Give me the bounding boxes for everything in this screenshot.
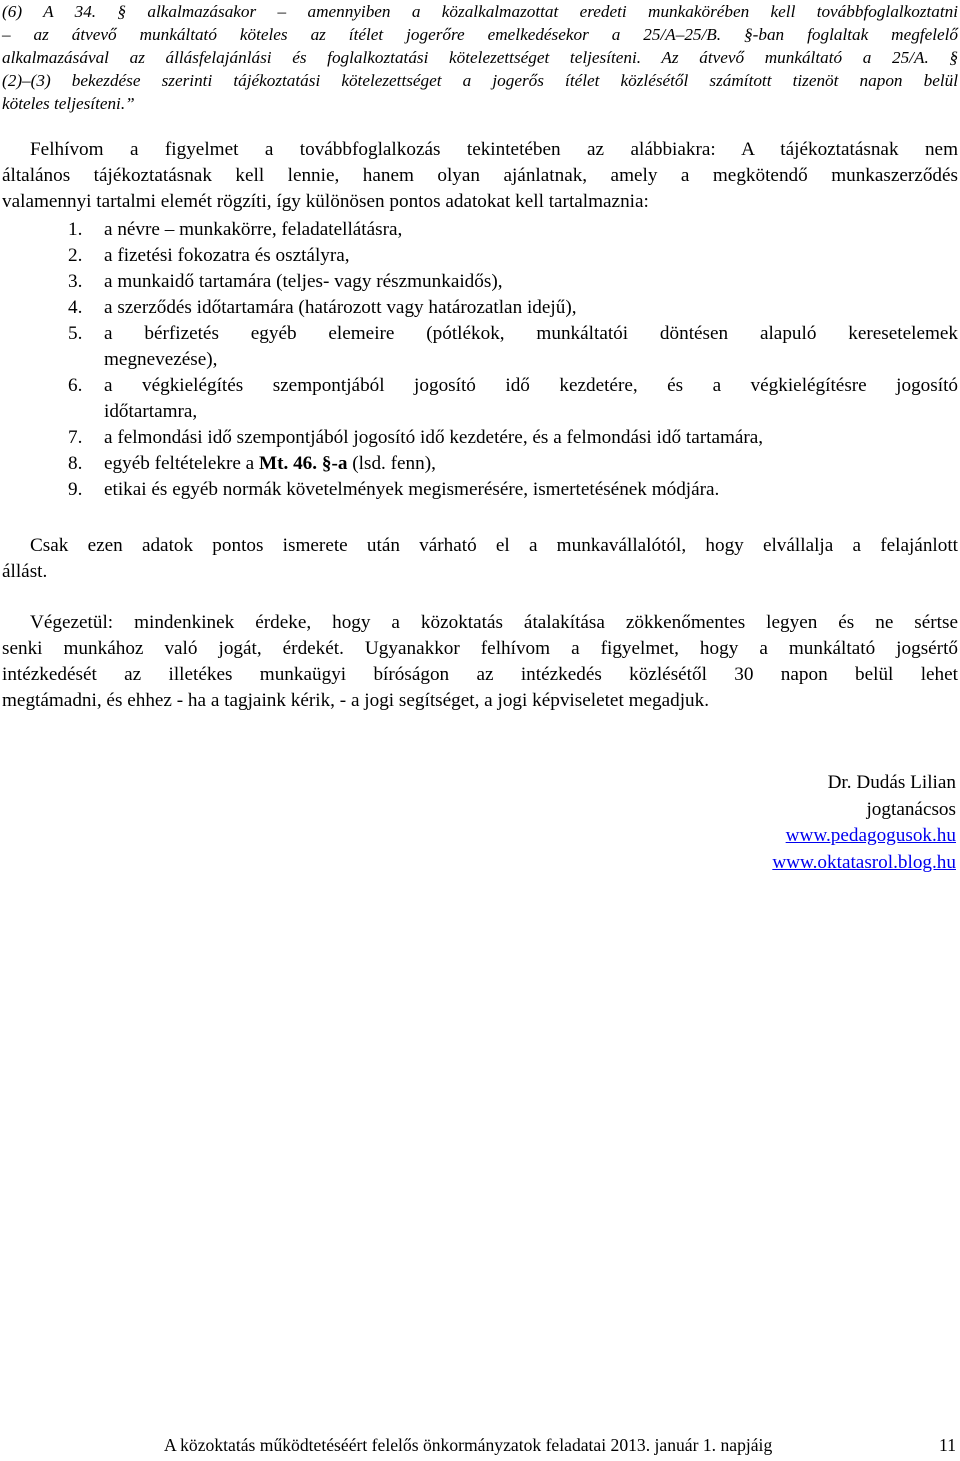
list-text: a bérfizetés egyéb elemeire (pótlékok, munkáltatói döntésen alapuló keresetelemek <box>104 323 958 344</box>
list-text: megnevezése), <box>104 349 218 370</box>
list-number: 9. <box>68 479 83 500</box>
section-reference: §-a <box>321 453 348 474</box>
list-item <box>2 425 958 451</box>
list-text: a fizetési fokozatra és osztályra, <box>104 245 350 266</box>
list-text: a munkaidő tartamára (teljes- vagy részmunkaidős), <box>104 271 503 292</box>
list-item <box>2 217 958 243</box>
list-text-part: egyéb feltételekre a <box>104 453 259 474</box>
list-item <box>2 295 958 321</box>
legal-quote <box>2 0 958 115</box>
quote-line: – az átvevő munkáltató köteles az ítélet jogerőre emelkedésekor a 25/A–25/B. §-ban foglaltak megfelelő <box>2 25 958 44</box>
paragraph-line: intézkedését az illetékes munkaügyi bíróságon az intézkedés közlésétől 30 napon belül lehet <box>2 664 958 685</box>
paragraph-line: senki munkához való jogát, érdekét. Ugyanakkor felhívom a figyelmet, hogy a munkáltató jogsértő <box>2 638 958 659</box>
page-number: 11 <box>939 1435 956 1455</box>
signer-name: Dr. Dudás Lilian <box>827 772 956 793</box>
requirements-list <box>2 217 958 503</box>
list-number: 2. <box>68 245 83 266</box>
list-item <box>2 477 958 503</box>
intro-paragraph <box>2 137 958 215</box>
list-text: a végkielégítés szempontjából jogosító idő kezdetére, és a végkielégítésre jogosító <box>104 375 958 396</box>
pedagogusok-link[interactable]: www.pedagogusok.hu <box>785 825 956 846</box>
quote-line: (2)–(3) bekezdése szerinti tájékoztatási kötelezettséget a jogerős ítélet közlésétől számított tizenöt napon belül <box>2 71 958 90</box>
paragraph-line: Végezetül: mindenkinek érdeke, hogy a közoktatás átalakítása zökkenőmentes legyen és ne sértse <box>30 612 958 633</box>
signature-block <box>772 770 956 876</box>
paragraph-line: Csak ezen adatok pontos ismerete után várható el a munkavállalótól, hogy elvállalja a felajánlott <box>30 535 958 556</box>
list-item <box>2 269 958 295</box>
quote-line: (6) A 34. § alkalmazásakor – amennyiben a közalkalmazottat eredeti munkakörében kell továbbfoglalkoztatni <box>2 2 958 21</box>
intro-line: általános tájékoztatásnak kell lennie, hanem olyan ajánlatnak, amely a megkötendő munkaszerződés <box>2 165 958 186</box>
paragraph-line: megtámadni, és ehhez - ha a tagjaink kérik, - a jogi segítséget, a jogi képviseletet megadjuk. <box>2 690 710 711</box>
quote-line: alkalmazásával az állásfelajánlási és foglalkoztatási kötelezettséget teljesíteni. Az átvevő munkáltató a 25/A. § <box>2 48 958 67</box>
list-item <box>2 451 958 477</box>
list-number: 8. <box>68 453 83 474</box>
closing-paragraph <box>2 610 958 714</box>
list-number: 6. <box>68 375 83 396</box>
law-reference: Mt. 46. <box>259 453 318 474</box>
list-text <box>104 451 958 477</box>
list-text: időtartamra, <box>104 401 198 422</box>
paragraph-line: állást. <box>2 561 48 582</box>
list-text: etikai és egyéb normák követelmények megismerésére, ismertetésének módjára. <box>104 479 720 500</box>
oktatasrol-link[interactable]: www.oktatasrol.blog.hu <box>772 851 956 873</box>
quote-line: köteles teljesíteni.” <box>2 94 135 113</box>
list-number: 3. <box>68 271 83 292</box>
list-item <box>2 243 958 269</box>
list-number: 7. <box>68 427 83 448</box>
list-text: a szerződés időtartamára (határozott vagy határozatlan idejű), <box>104 297 577 318</box>
list-number: 5. <box>68 323 83 344</box>
list-text: a felmondási idő szempontjából jogosító idő kezdetére, és a felmondási idő tartamára, <box>104 427 764 448</box>
list-item <box>2 321 958 373</box>
list-text-part: (lsd. fenn), <box>347 453 436 474</box>
list-item <box>2 373 958 425</box>
signer-role: jogtanácsos <box>866 798 956 820</box>
list-text: a névre – munkakörre, feladatellátásra, <box>104 219 403 240</box>
intro-line: valamennyi tartalmi elemét rögzíti, így különösen pontos adatokat kell tartalmaznia: <box>2 191 649 212</box>
list-number: 1. <box>68 219 83 240</box>
condition-paragraph <box>2 533 958 585</box>
list-number: 4. <box>68 297 83 318</box>
footer-title: A közoktatás működtetéséért felelős önkormányzatok feladatai 2013. január 1. napjáig <box>164 1435 773 1455</box>
intro-line: Felhívom a figyelmet a továbbfoglalkozás tekintetében az alábbiakra: A tájékoztatásnak nem <box>30 139 958 160</box>
